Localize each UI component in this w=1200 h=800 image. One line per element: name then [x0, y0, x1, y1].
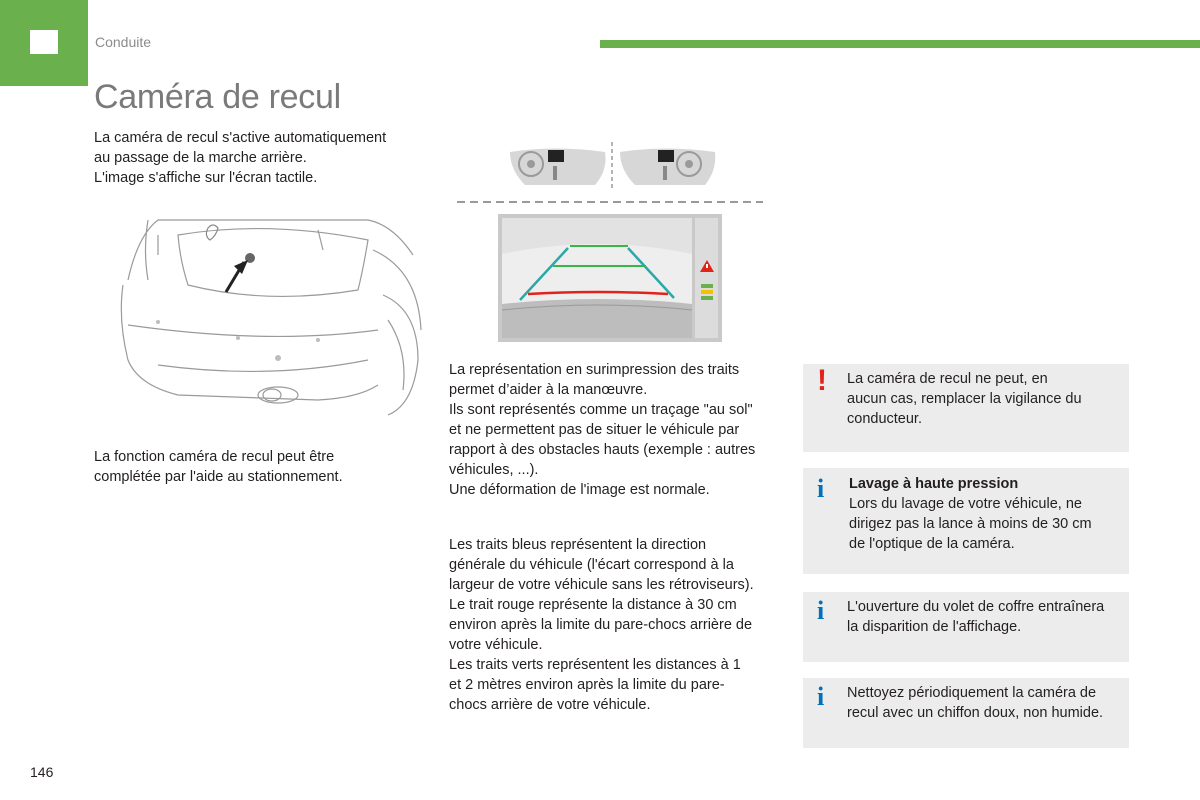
info-text	[847, 683, 1121, 723]
intro-paragraph	[94, 128, 424, 188]
dashboard-screen-illustration	[455, 140, 765, 210]
text-line: Les traits verts représentent les distances à 1	[449, 657, 741, 673]
warning-box	[803, 364, 1129, 452]
info-icon: i	[817, 596, 825, 625]
intro-line: L'image s'affiche sur l'écran tactile.	[94, 170, 318, 186]
info-text	[847, 597, 1121, 637]
text-line: et 2 mètres environ après la limite du pare-	[449, 677, 725, 693]
intro-line: au passage de la marche arrière.	[94, 150, 307, 166]
text-line: véhicules, ...).	[449, 462, 539, 478]
chapter-tab-marker	[30, 30, 58, 54]
text-line: générale du véhicule (l'écart correspond à la	[449, 557, 734, 573]
overlay-description	[449, 360, 784, 500]
info-heading: Lavage à haute pression	[849, 476, 1019, 492]
info-icon: i	[817, 682, 825, 711]
info-box-tailgate	[803, 592, 1129, 662]
page-title: Caméra de recul	[94, 78, 341, 116]
lion-emblem-icon	[206, 225, 218, 240]
info-icon: i	[817, 474, 825, 503]
text-line: La caméra de recul ne peut, en	[847, 371, 1048, 387]
complement-line: La fonction caméra de recul peut être	[94, 449, 335, 465]
text-line: Nettoyez périodiquement la caméra de	[847, 685, 1097, 701]
text-line: Les traits bleus représentent la direction	[449, 537, 707, 553]
info-box-high-pressure-wash	[803, 468, 1129, 574]
warning-exclamation-icon: !	[817, 364, 827, 397]
text-line: et ne permettent pas de situer le véhicule par	[449, 422, 740, 438]
guide-lines-description	[449, 535, 784, 715]
text-line: largeur de votre véhicule sans les rétroviseurs).	[449, 577, 754, 593]
text-line: environ après la limite du pare-chocs arrière de	[449, 617, 753, 633]
text-line: Lors du lavage de votre véhicule, ne	[849, 496, 1082, 512]
text-line: rapport à des obstacles hauts (exemple : autres	[449, 442, 756, 458]
text-line: recul avec un chiffon doux, non humide.	[847, 705, 1104, 721]
text-line: Une déformation de l'image est normale.	[449, 482, 710, 498]
car-details	[156, 320, 320, 361]
text-line: Ils sont représentés comme un traçage "au sol"	[449, 402, 753, 418]
section-name: Conduite	[95, 34, 152, 50]
header-rule	[600, 40, 1200, 48]
left-drive-dashboard	[510, 149, 606, 186]
text-line: aucun cas, remplacer la vigilance du	[847, 391, 1082, 407]
car-rear-camera-illustration	[118, 210, 423, 425]
text-line: dirigez pas la lance à moins de 30 cm	[849, 516, 1092, 532]
screen-side-panel	[695, 218, 718, 338]
text-line: votre véhicule.	[449, 637, 543, 653]
text-line: permet d’aider à la manœuvre.	[449, 382, 648, 398]
text-line: La représentation en surimpression des traits	[449, 362, 740, 378]
complement-paragraph	[94, 447, 394, 487]
info-text	[849, 474, 1121, 554]
sensor-bar-icon	[701, 284, 713, 288]
text-line: Le trait rouge représente la distance à 30 cm	[449, 597, 737, 613]
text-line: la disparition de l'affichage.	[847, 619, 1022, 635]
info-box-cleaning	[803, 678, 1129, 748]
text-line: chocs arrière de votre véhicule.	[449, 697, 651, 713]
text-line: L'ouverture du volet de coffre entraînera	[847, 599, 1105, 615]
complement-line: complétée par l'aide au stationnement.	[94, 469, 343, 485]
text-line: conducteur.	[847, 411, 922, 427]
page-number: 146	[30, 764, 54, 780]
right-drive-dashboard	[620, 149, 715, 186]
intro-line: La caméra de recul s'active automatiquement	[94, 130, 387, 146]
car-outline	[121, 220, 421, 415]
camera-location-marker	[226, 253, 255, 292]
text-line: de l'optique de la caméra.	[849, 536, 1015, 552]
warning-text	[847, 369, 1121, 429]
camera-screen-illustration	[498, 214, 722, 342]
